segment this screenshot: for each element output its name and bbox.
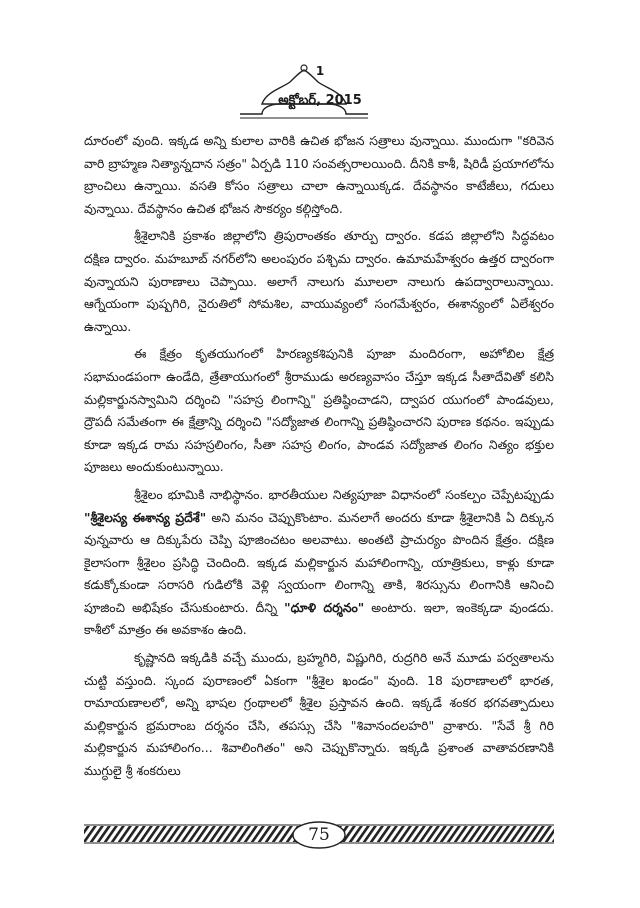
article-paragraph (84, 225, 554, 338)
article-paragraph (84, 343, 554, 479)
article-body (84, 130, 554, 783)
page-footer (84, 820, 554, 852)
article-paragraph (84, 647, 554, 783)
article-paragraph (84, 484, 554, 642)
page-number: 75 (308, 825, 330, 845)
text-run: కృష్ణానది ఇక్కడికి వచ్చే ముందు, బ్రహ్మగిరి, విష్ణుగిరి, రుద్రగిరి అనే మూడు పర్వతాలను చుట్టి వస్తుంది. స్కంద పురాణంలో ఏకంగా "శ్రీశైల ఖండం" వుంది. 18 పురాణాలలో భారత, రామాయణాలలో, అన్ని భాషల గ్రంథాలలో శ్రీశైల ప్రస్తావన ఉంది. ఇక్కడే శంకర భగవత్పాదులు మల్లికార్జున భ్రమరాంబ దర్శనం చేసి, తపస్సు చేసి "శివానందలహరి" వ్రాశారు. "సేవే శ్రీ గిరి మల్లికార్జున మహాలింగం... శివాలింగితం" అని చెప్పుకొన్నారు. ఇక్కడి ప్రశాంత వాతావరణానికి ముగ్ధులై శ్రీ శంకరులు (84, 650, 554, 779)
issue-number: 1 (315, 64, 325, 78)
text-run: అంటారు. ఇలా, ఇంకెక్కడా వుండదు. కాశీలో మాత్రం ఈ అవకాశం ఉంది. (84, 599, 554, 638)
text-run: శ్రీశైలానికి ప్రకాశం జిల్లాలోని త్రిపురాంతకం తూర్పు ద్వారం. కడప జిల్లాలోని సిద్ధవటం దక్షిణ ద్వారం. మహబూబ్ నగర్‌లోని అలంపురం పశ్చిమ ద్వారం. ఉమామహేశ్వరం ఉత్తర ద్వారంగా వున్నాయని పురాణాలు చెప్పాయి. అలాగే నాలుగు మూలలా నాలుగు ఉపద్వారాలున్నాయి. ఆగ్నేయంగా పుష్పగిరి, నైరుతిలో సోమశిల, వాయువ్యంలో సంగమేశ్వరం, ఈశాన్యంలో ఏలేశ్వరం ఉన్నాయి. (84, 228, 554, 334)
text-run: అని మనం చెప్పుకొంటాం. మనలాగే అందరు కూడా శ్రీశైలానికి ఏ దిక్కున వున్నవారు ఆ దిక్కుపేరు చెప్పి పూజించటం అలవాటు. అంతటి ప్రాచుర్యం పొందిన క్షేత్రం. దక్షిణ కైలాసంగా శ్రీశైలం ప్రసిద్ధి చెందింది. ఇక్కడ మల్లికార్జున మహాలింగాన్ని, యాత్రికులు, కాళ్లు కూడా కడుక్కోకుండా సరాసరి గుడిలోకి వెళ్లి స్వయంగా లింగాన్ని తాకి, శిరస్సును లింగానికి ఆనించి పూజించి అభిషేకం చేసుకుంటారు. దీన్ని (84, 509, 554, 615)
article-paragraph (84, 130, 554, 220)
text-run: శ్రీశైలం భూమికి నాభిస్థానం. భారతీయుల నిత్యపూజా విధానంలో సంకల్పం చెప్పేటప్పుడు (134, 486, 554, 502)
emphasized-phrase: "శ్రీశైలస్య ఈశాన్య ప్రదేశే" (84, 509, 207, 525)
text-run: దూరంలో వుంది. ఇక్కడ అన్ని కులాల వారికి ఉచిత భోజన సత్రాలు వున్నాయి. ముందుగా "కరివెన వారి బ్రాహ్మణ నిత్యాన్నదాన సత్రం" ఏర్పడి 110 సంవత్సరాలయింది. దీనికి కాశీ, షిరిడీ ప్రయాగలోను బ్రాంచిలు ఉన్నాయి. వసతి కోసం సత్రాలు చాలా ఉన్నాయిక్కడ. దేవస్థానం కాటేజీలు, గదులు వున్నాయి. దేవస్థానం ఉచిత భోజన సౌకర్యం కల్గిస్తోంది. (84, 133, 555, 216)
page-header (0, 52, 640, 132)
issue-date: అక్టోబర్, 2015 (278, 93, 362, 108)
emphasized-phrase: "ధూళి దర్శనం" (284, 599, 365, 615)
text-run: ఈ క్షేత్రం కృతయుగంలో హిరణ్యకశిపునికి పూజా మందిరంగా, అహోబిల క్షేత్ర సభామండపంగా ఉండేది, త్రేతాయుగంలో శ్రీరాముడు అరణ్యవాసం చేస్తూ ఇక్కడ సీతాదేవితో కలిసి మల్లికార్జునస్వామిని దర్శించి "సహస్ర లింగాన్ని" ప్రతిష్ఠించాడని, ద్వాపర యుగంలో పాండవులు, ద్రౌపదీ సమేతంగా ఈ క్షేత్రాన్ని దర్శించి "సద్యోజాత లింగాన్ని ప్రతిష్ఠించారని పురాణ కథనం. ఇప్పుడు కూడా ఇక్కడ రామ సహస్రలింగం, సీతా సహస్ర లింగం, పాండవ సద్యోజాత లింగం నిత్యం భక్తుల పూజలు అందుకుంటున్నాయి. (84, 346, 554, 475)
